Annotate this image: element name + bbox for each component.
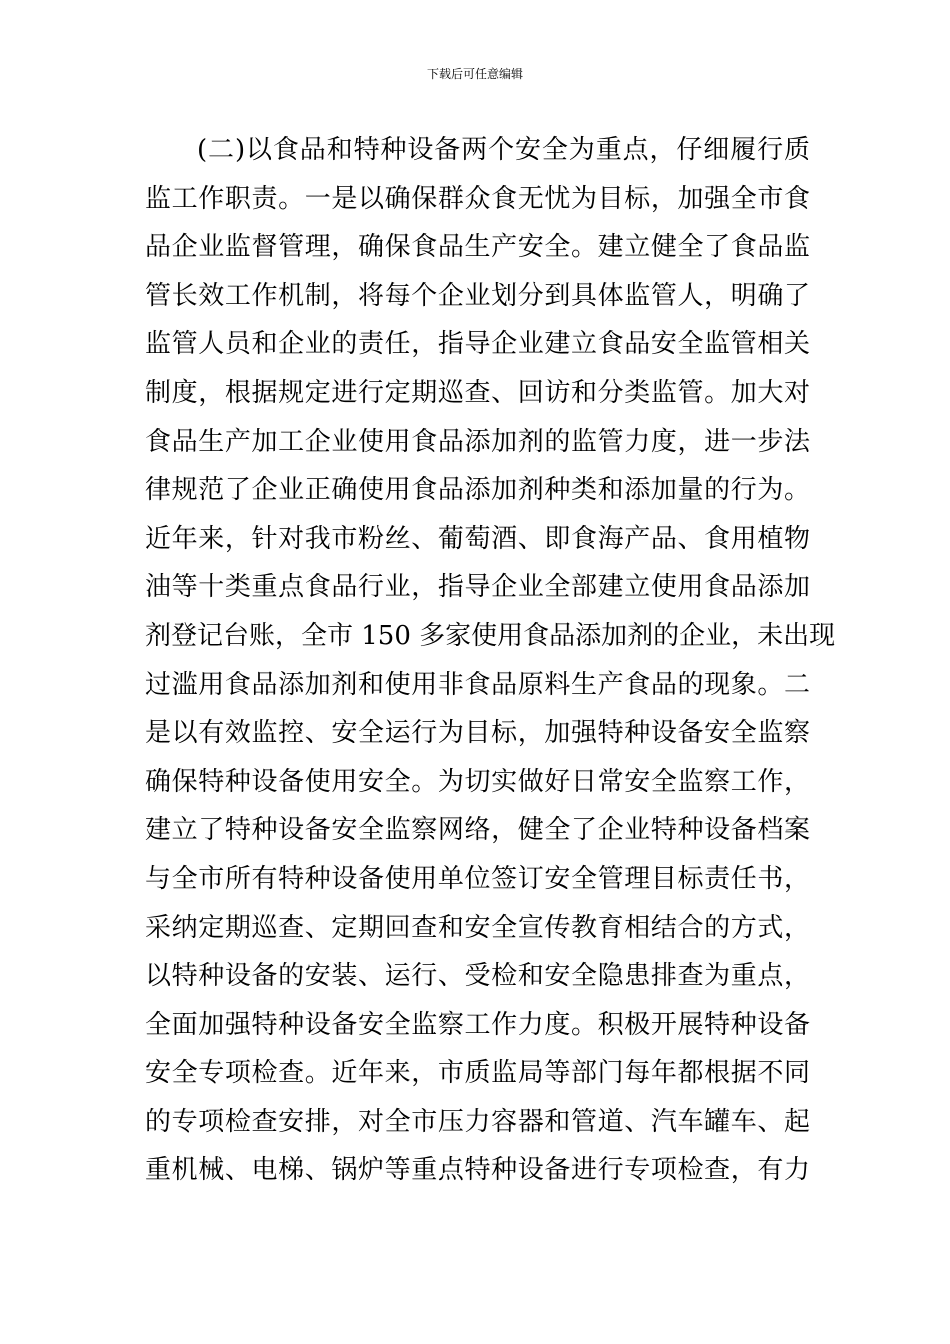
paragraph-line: 律规范了企业正确使用食品添加剂种类和添加量的行为。 [145,475,810,506]
paragraph-line: 油等十类重点食品行业，指导企业全部建立使用食品添加 [145,572,810,603]
header-note: 下载后可任意编辑 [426,67,523,81]
paragraph-line: 采纳定期巡查、定期回查和安全宣传教育相结合的方式， [145,912,810,943]
paragraph-line: 过滥用食品添加剂和使用非食品原料生产食品的现象。二 [145,669,810,700]
paragraph-line: (二)以食品和特种设备两个安全为重点，仔细履行质 [197,135,810,165]
body-text [145,126,836,1195]
paragraph-line: 建立了特种设备安全监察网络，健全了企业特种设备档案 [145,815,810,846]
paragraph-line: 全面加强特种设备安全监察工作力度。积极开展特种设备 [145,1009,810,1040]
paragraph-line: 食品生产加工企业使用食品添加剂的监管力度，进一步法 [145,426,810,457]
paragraph-line: 监工作职责。一是以确保群众食无忧为目标，加强全市食 [145,183,810,214]
paragraph-line: 确保特种设备使用安全。为切实做好日常安全监察工作， [145,766,810,797]
paragraph-line: 以特种设备的安装、运行、受检和安全隐患排查为重点， [145,961,810,992]
paragraph-line: 重机械、电梯、锅炉等重点特种设备进行专项检查，有力 [145,1155,810,1186]
paragraph-line: 与全市所有特种设备使用单位签订安全管理目标责任书， [145,863,810,894]
paragraph-line: 是以有效监控、安全运行为目标，加强特种设备安全监察 [145,718,810,749]
paragraph-line: 近年来，针对我市粉丝、葡萄酒、即食海产品、食用植物 [145,523,810,554]
paragraph-line: 管长效工作机制，将每个企业划分到具体监管人，明确了 [145,280,810,311]
paragraph-line: 品企业监督管理，确保食品生产安全。建立健全了食品监 [145,232,810,263]
paragraph-line: 制度，根据规定进行定期巡查、回访和分类监管。加大对 [145,377,810,408]
paragraph-line: 安全专项检查。近年来，市质监局等部门每年都根据不同 [145,1058,810,1089]
paragraph-line: 监管人员和企业的责任，指导企业建立食品安全监管相关 [145,329,810,360]
paragraph-line: 的专项检查安排，对全市压力容器和管道、汽车罐车、起 [145,1106,810,1137]
paragraph-line: 剂登记台账，全市 150 多家使用食品添加剂的企业，未出现 [145,620,836,651]
